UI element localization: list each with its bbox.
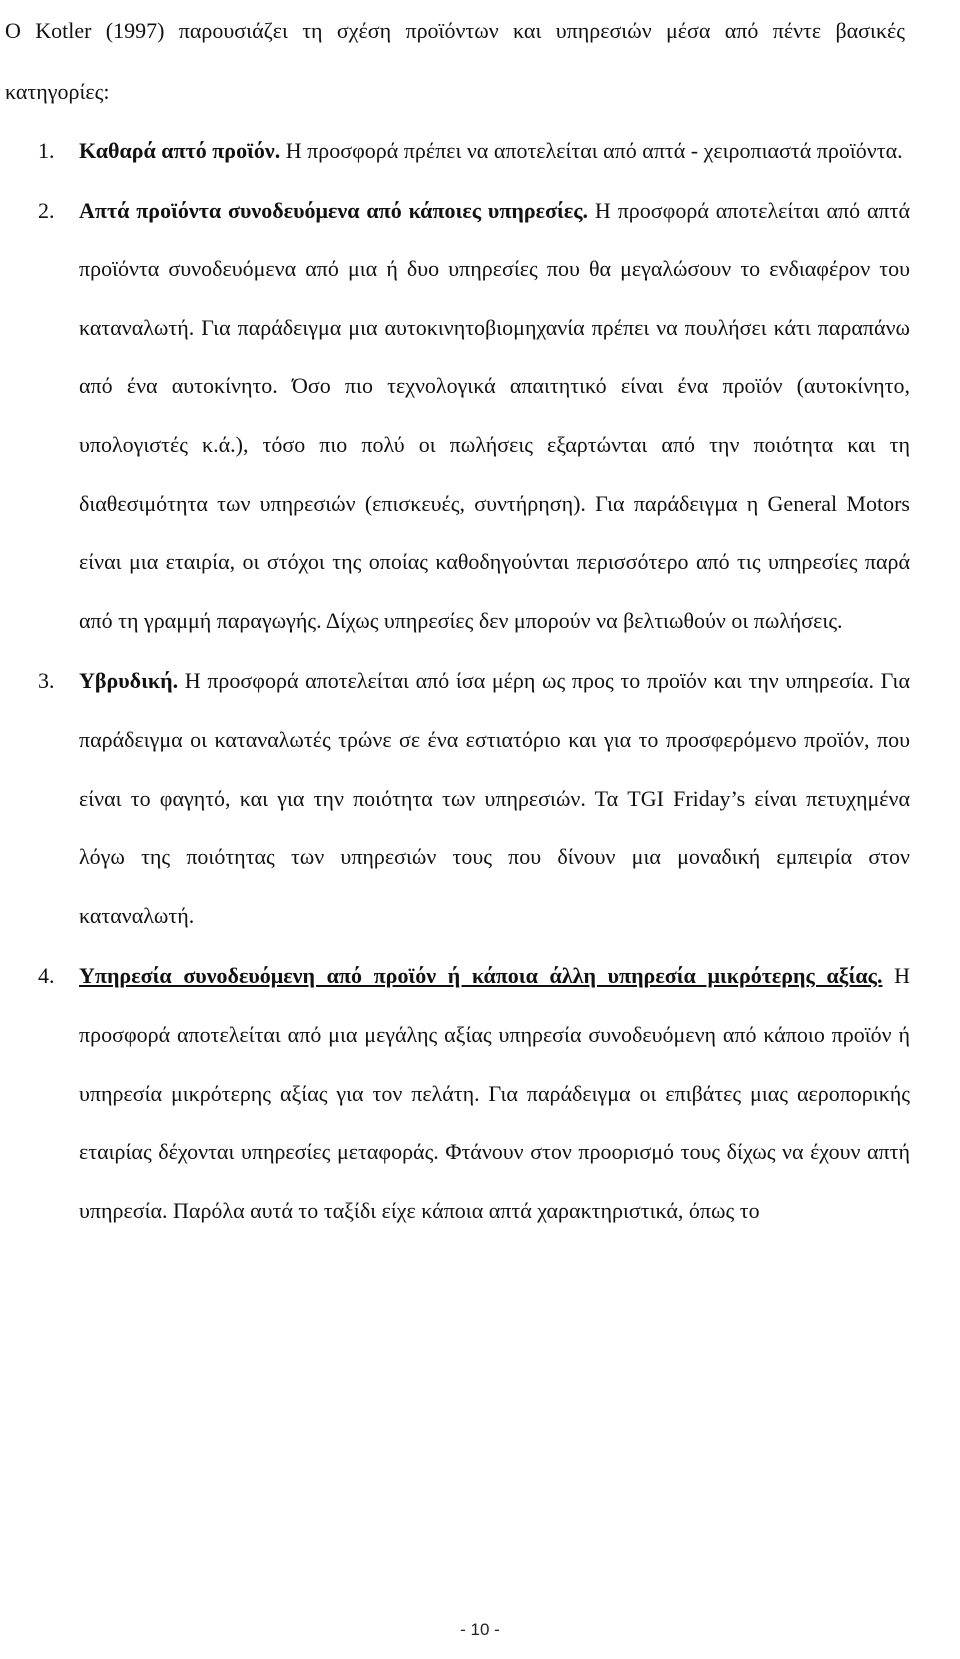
list-item-text: Η προσφορά αποτελείται από μια μεγάλης αξίας υπηρεσία συνοδευόμενη από κάποιο προϊόν ή υπηρεσία μικρότερης αξίας για τον πελάτη. Για παράδειγμα οι επιβάτες μιας αεροπορικής εταιρίας δέχονται υπηρεσίες μεταφοράς. Φτάνουν στον προορισμό τους δίχως να έχουν απτή υπηρεσία. Παρόλα αυτά το ταξίδι είχε κάποια απτά χαρακτηριστικά, όπως το xyxy=(79,963,910,1223)
intro-paragraph: Ο Kotler (1997) παρουσιάζει τη σχέση προϊόντων και υπηρεσιών μέσα από πέντε βασικές κατηγορίες: xyxy=(5,18,905,104)
category-list xyxy=(0,122,910,1240)
list-item-number: 4. xyxy=(38,963,55,989)
list-item xyxy=(0,652,910,945)
list-item xyxy=(0,182,910,651)
list-item xyxy=(0,122,910,181)
list-item-number: 3. xyxy=(38,668,55,694)
list-item-number: 1. xyxy=(38,138,55,163)
list-item-heading: Απτά προϊόντα συνοδευόμενα από κάποιες υπηρεσίες. xyxy=(79,197,589,223)
list-item-text: Η προσφορά πρέπει να αποτελείται από απτά - χειροπιαστά προϊόντα. xyxy=(280,138,903,163)
list-item-text: Η προσφορά αποτελείται από ίσα μέρη ως προς το προϊόν και την υπηρεσία. Για παράδειγμα οι καταναλωτές τρώνε σε ένα εστιατόριο και για το προσφερόμενο προϊόν, που είναι το φαγητό, και για την ποιότητα των υπηρεσιών. Τα TGI Friday’s είναι πετυχημένα λόγω της ποιότητας των υπηρεσιών τους που δίνουν μια μοναδική εμπειρία στον καταναλωτή. xyxy=(79,668,910,928)
list-item xyxy=(0,947,910,1240)
list-item-heading: Υπηρεσία συνοδευόμενη από προϊόν ή κάποια άλλη υπηρεσία μικρότερης αξίας. xyxy=(79,963,883,989)
list-item-heading: Υβρυδική. xyxy=(79,668,179,694)
list-item-text: Η προσφορά αποτελείται από απτά προϊόντα συνοδευόμενα από μια ή δυο υπηρεσίες που θα μεγαλώσουν το ενδιαφέρον του καταναλωτή. Για παράδειγμα μια αυτοκινητοβιομηχανία πρέπει να πουλήσει κάτι παραπάνω από ένα αυτοκίνητο. Όσο πιο τεχνολογικά απαιτητικό είναι ένα προϊόν (αυτοκίνητο, υπολογιστές κ.ά.), τόσο πιο πολύ οι πωλήσεις εξαρτώνται από την ποιότητα και τη διαθεσιμότητα των υπηρεσιών (επισκευές, συντήρηση). Για παράδειγμα η General Motors είναι μια εταιρία, οι στόχοι της οποίας καθοδηγούνται περισσότερο από τις υπηρεσίες παρά από τη γραμμή παραγωγής. Δίχως υπηρεσίες δεν μπορούν να βελτιωθούν οι πωλήσεις. xyxy=(79,197,910,633)
list-item-heading: Καθαρά απτό προϊόν. xyxy=(79,138,281,163)
page-number: - 10 - xyxy=(460,1620,500,1639)
list-item-number: 2. xyxy=(38,197,55,223)
